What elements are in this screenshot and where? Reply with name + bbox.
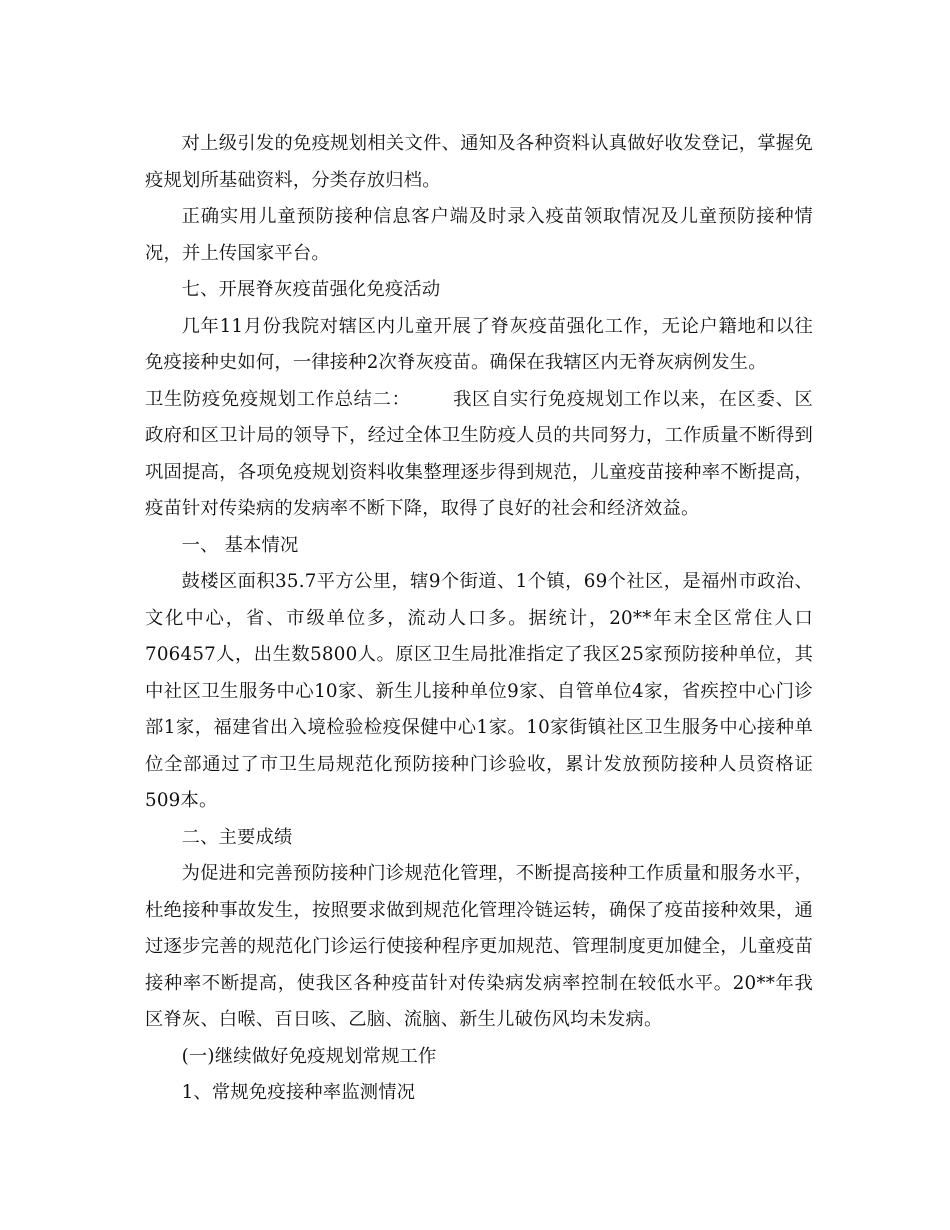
paragraph-archive: 对上级引发的免疫规划相关文件、通知及各种资料认真做好收发登记，掌握免疫规划所基础资料，分类存放归档。 xyxy=(145,133,813,191)
paragraph-basic-situation: 鼓楼区面积35.7平方公里，辖9个街道、1个镇，69个社区，是福州市政治、文化中心，省、市级单位多，流动人口多。据统计，20**年末全区常住人口706457人，出生数5800人。原区卫生局批准指定了我区25家预防接种单位，其中社区卫生服务中心10家、新生儿接种单位9家、自管单位4家，省疾控中心门诊部1家，福建省出入境检验检疫保健中心1家。10家街镇社区卫生服务中心接种单位全部通过了市卫生局规范化预防接种门诊验收，累计发放预防接种人员资格证509本。 xyxy=(145,571,813,811)
document-body xyxy=(145,126,813,1112)
paragraph-polio-campaign: 几年11月份我院对辖区内儿童开展了脊灰疫苗强化工作，无论户籍地和以往免疫接种史如何，一律接种2次脊灰疫苗。确保在我辖区内无脊灰病例发生。 xyxy=(145,315,813,373)
heading-polio-campaign: 七、开展脊灰疫苗强化免疫活动 xyxy=(181,279,441,300)
summary-two-body: 我区自实行免疫规划工作以来，在区委、区政府和区卫计局的领导下，经过全体卫生防疫人员的共同努力，工作质量不断得到巩固提高，各项免疫规划资料收集整理逐步得到规范，儿童疫苗接种率不断提高，疫苗针对传染病的发病率不断下降，取得了良好的社会和经济效益。 xyxy=(145,388,813,519)
heading-routine-work: (一)继续做好免疫规划常规工作 xyxy=(181,1045,437,1067)
summary-two-title: 卫生防疫免疫规划工作总结二： xyxy=(145,388,411,410)
heading-main-achievements: 二、主要成绩 xyxy=(181,826,293,848)
paragraph-summary-two xyxy=(145,382,813,528)
heading-coverage-monitoring: 1、常规免疫接种率监测情况 xyxy=(181,1082,416,1103)
heading-basic-situation: 一、 基本情况 xyxy=(181,534,299,556)
paragraph-client-entry: 正确实用儿童预防接种信息客户端及时录入疫苗领取情况及儿童预防接种情况，并上传国家平台。 xyxy=(145,206,813,264)
paragraph-main-achievements: 为促进和完善预防接种门诊规范化管理，不断提高接种工作质量和服务水平，杜绝接种事故发生，按照要求做到规范化管理冷链运转，确保了疫苗接种效果，通过逐步完善的规范化门诊运行使接种程序更加规范、管理制度更加健全，儿童疫苗接种率不断提高，使我区各种疫苗针对传染病发病率控制在较低水平。20**年我区脊灰、白喉、百日咳、乙脑、流脑、新生儿破伤风均未发病。 xyxy=(145,863,813,1030)
